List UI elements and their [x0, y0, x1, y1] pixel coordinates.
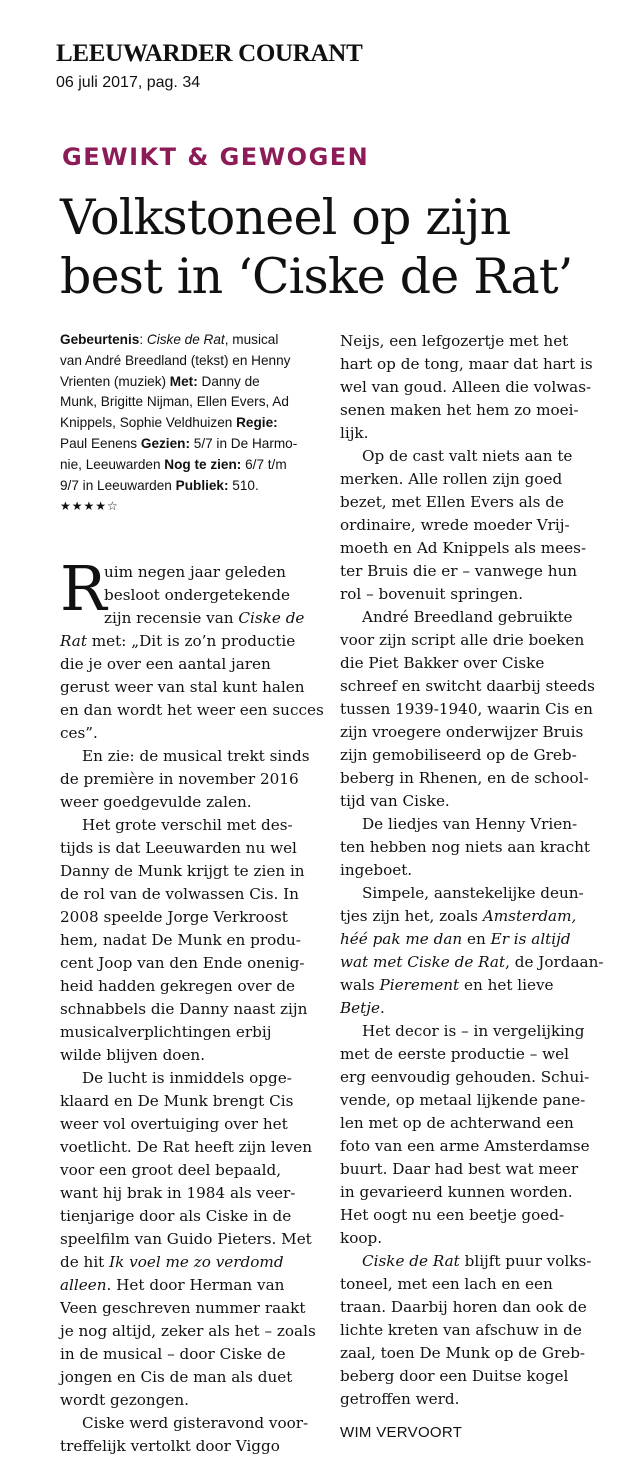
text-run: Danny de Munk krijgt te zien in [60, 862, 305, 881]
text-line [340, 1388, 588, 1411]
text-run: voetlicht. De Rat heeft zijn leven [60, 1138, 313, 1157]
text-run: Knippels, Sophie Veldhuizen [60, 415, 237, 431]
text-run: Simpele, aanstekelijke deun- [362, 884, 584, 902]
text-run: Ciske werd gisteravond voor- [82, 1414, 309, 1433]
text-run: 9/7 in Leeuwarden [60, 477, 176, 493]
text-line [60, 1044, 322, 1067]
text-run: jongen en Cis de man als duet [60, 1368, 293, 1387]
bold-label: Regie: [236, 415, 278, 431]
info-box [60, 330, 322, 517]
text-run: klaard en De Munk brengt Cis [60, 1092, 294, 1111]
text-run: in de musical – door Ciske de [60, 1345, 286, 1364]
text-line [60, 1343, 322, 1366]
text-line [340, 652, 588, 675]
text-run: en het lieve [459, 976, 554, 994]
text-line [60, 372, 322, 393]
text-line [340, 859, 588, 882]
text-run: bezet, met Ellen Evers als de [340, 493, 564, 511]
text-run: , musical [224, 332, 279, 347]
text-line [340, 698, 593, 721]
text-run: die Piet Bakker over Ciske [340, 654, 545, 672]
italic-text: alleen [60, 1276, 107, 1295]
text-line [60, 998, 322, 1021]
text-run: toneel, met een lach en een [340, 1275, 553, 1293]
text-run: hem, nadat De Munk en produ- [60, 931, 301, 950]
text-run: voor zijn script alle drie boeken [340, 631, 585, 649]
italic-text: Er is altijd [490, 930, 571, 948]
text-line [340, 928, 588, 951]
text-run: met: „Dit is zo’n productie [86, 632, 296, 651]
text-run: hart op de tong, maar dat hart is [340, 355, 593, 373]
bold-label: Nog te zien: [164, 456, 242, 472]
text-line [340, 1043, 588, 1066]
text-line [340, 1319, 588, 1342]
text-run: tijds is dat Leeuwarden nu wel [60, 839, 297, 858]
text-run: schreef en switcht daarbij steeds [340, 677, 595, 695]
text-run: zijn recensie van [104, 609, 239, 628]
text-run: beberg in Rhenen, en de school- [340, 769, 589, 787]
text-line [60, 1297, 322, 1320]
text-run: weer vol overtuiging over het [60, 1115, 288, 1134]
text-run: tienjarige door als Ciske in de [60, 1207, 292, 1226]
headline-line: Volkstoneel op zijn [60, 189, 511, 246]
text-line [60, 1090, 322, 1113]
italic-text: Betje [340, 999, 380, 1017]
italic-text: héé pak me dan [340, 930, 463, 948]
italic-text: Amsterdam, [482, 907, 577, 925]
text-line [60, 1366, 322, 1389]
text-line [60, 768, 322, 791]
text-run: cent Joop van den Ende onenig- [60, 954, 305, 973]
text-line [340, 1273, 588, 1296]
text-line [60, 1021, 322, 1044]
text-line [340, 1020, 588, 1043]
text-line [60, 1389, 322, 1412]
text-line [60, 1182, 322, 1205]
text-run: besloot ondergetekende [104, 586, 290, 605]
text-line [340, 1181, 588, 1204]
text-run: ingeboet. [340, 861, 413, 879]
text-run: van André Breedland (tekst) en Henny [60, 352, 291, 368]
text-run: die je over een aantal jaren [60, 655, 271, 674]
text-line [60, 1159, 322, 1182]
text-line [340, 1135, 588, 1158]
text-line [340, 399, 588, 422]
text-run: buurt. Daar had best wat meer [340, 1160, 579, 1178]
text-run: Het decor is – in vergelijking [362, 1022, 585, 1040]
text-run: erg eenvoudig gehouden. Schui- [340, 1068, 590, 1086]
text-line [340, 583, 588, 606]
text-line [340, 721, 588, 744]
text-run: de rol van de volwassen Cis. In [60, 885, 299, 904]
right-column [340, 330, 604, 1444]
text-line [60, 837, 322, 860]
text-line [60, 906, 322, 929]
text-line [60, 413, 322, 434]
text-line [340, 905, 588, 928]
text-line [60, 860, 322, 883]
text-run: : [139, 332, 147, 347]
byline: WIM VERVOORT [340, 1424, 463, 1441]
text-run: in gevarieerd kunnen worden. [340, 1183, 573, 1201]
text-line [340, 606, 588, 629]
text-line [340, 813, 588, 836]
text-line [340, 1365, 588, 1388]
text-run: . Het door Herman van [106, 1276, 285, 1295]
text-line [60, 883, 322, 906]
text-run: ces”. [60, 724, 98, 743]
text-line [340, 1089, 588, 1112]
text-line [60, 676, 322, 699]
text-run: ter Bruis die er – vanwege hun [340, 562, 578, 580]
text-line [340, 353, 593, 376]
text-run: . [379, 999, 385, 1017]
text-run: treffelijk vertolkt door Viggo [60, 1437, 280, 1456]
text-run: lijk. [340, 424, 369, 442]
text-line [60, 1435, 322, 1458]
text-line [60, 1228, 322, 1251]
text-line [60, 1205, 322, 1228]
text-run: koop. [340, 1229, 383, 1247]
text-run: 6/7 t/m [241, 456, 287, 472]
text-run: de première in november 2016 [60, 770, 299, 789]
text-line [60, 814, 322, 837]
text-line [340, 422, 588, 445]
text-line [340, 1227, 588, 1250]
text-run: Munk, Brigitte Nijman, Ellen Evers, Ad [60, 394, 289, 410]
text-line [340, 767, 588, 790]
bold-label: Publiek: [175, 477, 229, 493]
text-run: weer goedgevulde zalen. [60, 793, 252, 812]
text-run: merken. Alle rollen zijn goed [340, 470, 563, 488]
headline [60, 188, 620, 306]
text-run: Paul Eenens [60, 435, 141, 451]
text-run: beberg door een Duitse kogel [340, 1367, 569, 1385]
text-run: blijft puur volks- [459, 1252, 592, 1270]
bold-label: Gezien: [140, 435, 190, 451]
text-line [60, 1067, 322, 1090]
text-run: tussen 1939-1940, waarin Cis en [340, 700, 593, 718]
text-run: Het grote verschil met des- [82, 816, 293, 835]
text-line [60, 1412, 322, 1435]
text-run: lichte kreten van afschuw in de [340, 1321, 582, 1339]
article-body-left [60, 552, 324, 1458]
text-run: getroffen werd. [340, 1390, 460, 1408]
text-line [60, 952, 322, 975]
text-line [340, 514, 588, 537]
text-line [60, 455, 322, 476]
text-run: met de eerste productie – wel [340, 1045, 569, 1063]
text-line [60, 476, 322, 497]
text-run: tijd van Ciske. [340, 792, 450, 810]
text-run: wordt gezongen. [60, 1391, 190, 1410]
text-line [60, 351, 322, 372]
text-line [340, 997, 588, 1020]
text-run: ordinaire, wrede moeder Vrij- [340, 516, 570, 534]
text-line [60, 653, 322, 676]
text-line [340, 376, 592, 399]
text-run: De lucht is inmiddels opge- [82, 1069, 292, 1088]
italic-text: wat met Ciske de Rat [340, 953, 506, 971]
text-line [60, 722, 322, 745]
text-run: De liedjes van Henny Vrien- [362, 815, 578, 833]
text-run: vende, op metaal lijkende pane- [340, 1091, 586, 1109]
italic-text: Ciske de Rat [362, 1252, 460, 1270]
text-line [340, 445, 588, 468]
text-run: de hit [60, 1253, 110, 1272]
text-run: 2008 speelde Jorge Verkroost [60, 908, 288, 927]
text-run: wel van goud. Alleen die volwas- [340, 378, 592, 396]
text-run: voor een groot deel bepaald, [60, 1161, 282, 1180]
text-run: je nog altijd, zeker als het – zoals [60, 1322, 316, 1341]
text-run: len met op de achterwand een [340, 1114, 574, 1132]
italic-text: Ciske de [238, 609, 305, 628]
text-run: , de Jordaan- [505, 953, 604, 971]
left-column [60, 330, 322, 1458]
text-run: 510. [228, 477, 259, 493]
text-line [60, 1274, 322, 1297]
text-line [340, 1204, 588, 1227]
rating-stars: ★★★★☆ [60, 499, 119, 514]
kicker: GEWIKT & GEWOGEN [62, 143, 370, 171]
drop-cap: R [60, 552, 107, 626]
text-line [340, 1066, 588, 1089]
dateline: 06 juli 2017, pag. 34 [56, 74, 201, 91]
text-line [340, 675, 595, 698]
text-run: Op de cast valt niets aan te [362, 447, 573, 465]
text-run: schnabbels die Danny naast zijn [60, 1000, 308, 1019]
text-line [340, 882, 588, 905]
text-line [340, 974, 588, 997]
text-run: senen maken het hem zo moei- [340, 401, 579, 419]
text-run: wilde blijven doen. [60, 1046, 206, 1065]
text-run: musicalverplichtingen erbij [60, 1023, 272, 1042]
italic-text: Pierement [379, 976, 460, 994]
text-run: wals [340, 976, 380, 994]
text-line [60, 1251, 322, 1274]
text-line [340, 1250, 592, 1273]
italic-text: Rat [60, 632, 87, 651]
text-line [340, 560, 588, 583]
text-run: Veen geschreven nummer raakt [60, 1299, 306, 1318]
text-run: tjes zijn het, zoals [340, 907, 483, 925]
text-line [60, 791, 322, 814]
text-line [60, 745, 322, 768]
text-line [340, 1112, 588, 1135]
text-run: Neijs, een lefgozertje met het [340, 332, 569, 350]
text-run: want hij brak in 1984 als veer- [60, 1184, 296, 1203]
text-run: 5/7 in De Harmo- [189, 435, 298, 451]
text-line [60, 392, 322, 413]
italic-text: Ciske de Rat [146, 332, 225, 347]
text-line [340, 468, 588, 491]
text-run: zijn gemobiliseerd op de Greb- [340, 746, 577, 764]
text-run: Het oogt nu een beetje goed- [340, 1206, 565, 1224]
text-line [340, 330, 588, 353]
text-run: zijn vroegere onderwijzer Bruis [340, 723, 584, 741]
text-run: traan. Daarbij horen dan ook de [340, 1298, 587, 1316]
text-line [340, 491, 588, 514]
text-line [340, 951, 604, 974]
text-run: en [462, 930, 491, 948]
text-run: zaal, toen De Munk op de Greb- [340, 1344, 586, 1362]
italic-text: Ik voel me zo verdomd [109, 1253, 284, 1272]
text-line [340, 1296, 588, 1319]
text-run: Danny de [197, 373, 260, 389]
bold-label: Gebeurtenis [60, 332, 140, 347]
text-line [60, 330, 322, 351]
masthead: LEEUWARDER COURANT [56, 40, 363, 67]
text-run: André Breedland gebruikte [362, 608, 573, 626]
text-run: gerust weer van stal kunt halen [60, 678, 305, 697]
text-line [340, 744, 588, 767]
text-run: en dan wordt het weer een succes [60, 701, 324, 720]
text-run: nie, Leeuwarden [60, 456, 165, 472]
text-line [340, 790, 588, 813]
text-run: Vrienten (muziek) [60, 373, 170, 389]
text-run: speelfilm van Guido Pieters. Met [60, 1230, 312, 1249]
text-line [60, 1320, 322, 1343]
text-run: heid hadden gekregen over de [60, 977, 296, 996]
bold-label: Met: [169, 373, 198, 389]
headline-line: best in ‘Ciske de Rat’ [60, 248, 573, 305]
text-run: En zie: de musical trekt sinds [82, 747, 310, 766]
text-line [340, 537, 588, 560]
text-run: foto van een arme Amsterdamse [340, 1137, 590, 1155]
text-line [60, 699, 322, 722]
text-run: moeth en Ad Knippels als mees- [340, 539, 587, 557]
text-line [340, 1342, 588, 1365]
text-line [60, 1113, 322, 1136]
text-run: uim negen jaar geleden [104, 563, 286, 582]
text-run: ten hebben nog niets aan kracht [340, 838, 590, 856]
text-run: rol – bovenuit springen. [340, 585, 524, 603]
text-line [60, 1136, 322, 1159]
text-line [60, 975, 322, 998]
text-line [60, 434, 322, 455]
text-line [60, 630, 322, 653]
text-line [340, 629, 588, 652]
text-line [340, 1158, 588, 1181]
text-line [60, 929, 322, 952]
text-line [340, 836, 588, 859]
